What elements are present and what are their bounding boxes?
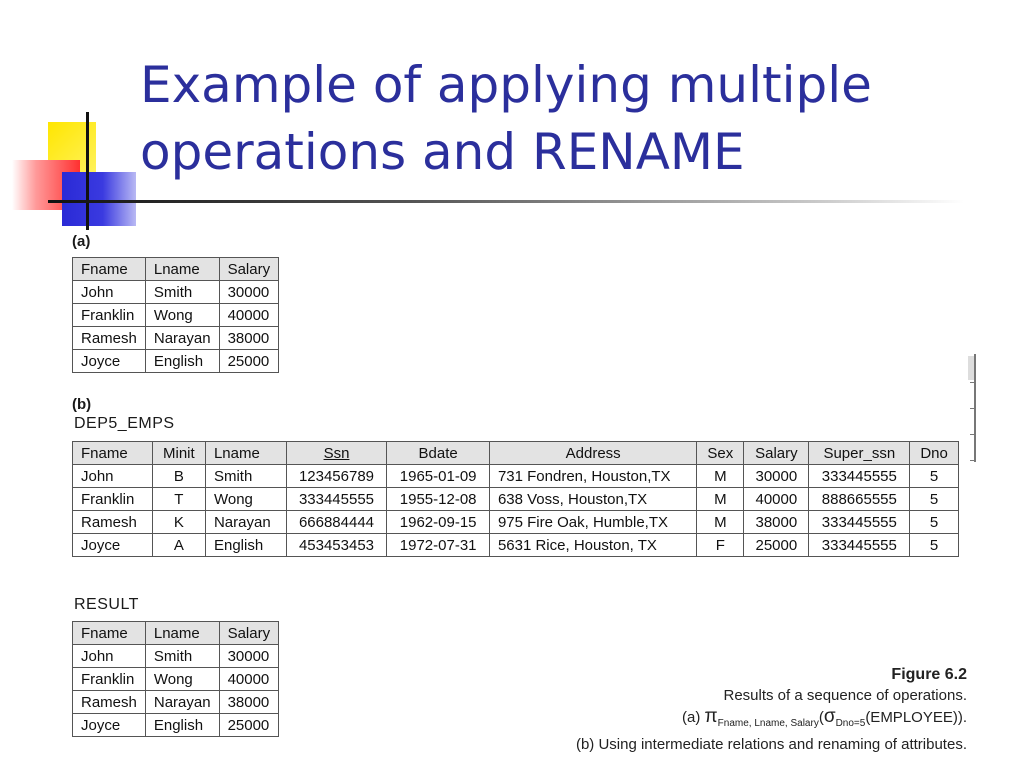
caption-expression-rest: (EMPLOYEE)). bbox=[865, 709, 967, 726]
table-cell: Smith bbox=[205, 465, 286, 488]
column-header: Fname bbox=[73, 622, 146, 645]
table-cell: 38000 bbox=[219, 691, 279, 714]
table-cell: 453453453 bbox=[286, 534, 387, 557]
table-cell: 30000 bbox=[219, 281, 279, 304]
open-paren: ( bbox=[818, 709, 824, 726]
table-dep5-emps bbox=[72, 441, 959, 557]
figure-edge-marks bbox=[966, 354, 978, 462]
table-cell: Smith bbox=[145, 281, 219, 304]
table-row bbox=[73, 327, 279, 350]
figure-caption bbox=[576, 664, 967, 755]
slide-title-line-1: Example of applying multiple bbox=[140, 56, 872, 114]
table-cell: M bbox=[697, 488, 744, 511]
table-cell: 5 bbox=[910, 465, 959, 488]
table-row bbox=[73, 714, 279, 737]
table-cell: 38000 bbox=[219, 327, 279, 350]
pi-subscript: Fname, Lname, Salary bbox=[717, 718, 819, 729]
table-row bbox=[73, 281, 279, 304]
table-cell: Joyce bbox=[73, 350, 146, 373]
table-cell: 25000 bbox=[744, 534, 809, 557]
figure-number: Figure 6.2 bbox=[891, 666, 967, 683]
table-row bbox=[73, 304, 279, 327]
table-cell: John bbox=[73, 645, 146, 668]
table-cell: Narayan bbox=[205, 511, 286, 534]
table-cell: M bbox=[697, 511, 744, 534]
table-row bbox=[73, 645, 279, 668]
pi-symbol: π bbox=[704, 706, 718, 727]
column-header: Address bbox=[489, 442, 696, 465]
table-cell: Wong bbox=[205, 488, 286, 511]
table-cell: Wong bbox=[145, 668, 219, 691]
table-cell: 30000 bbox=[219, 645, 279, 668]
table-cell: 123456789 bbox=[286, 465, 387, 488]
table-cell: 1962-09-15 bbox=[387, 511, 490, 534]
caption-line-2 bbox=[576, 706, 967, 734]
table-cell: 975 Fire Oak, Humble,TX bbox=[489, 511, 696, 534]
table-cell: Ramesh bbox=[73, 327, 146, 350]
part-b-label: (b) bbox=[72, 396, 92, 413]
sigma-subscript: Dno=5 bbox=[835, 718, 866, 729]
table-cell: K bbox=[152, 511, 205, 534]
column-header: Salary bbox=[219, 258, 279, 281]
column-header: Super_ssn bbox=[809, 442, 910, 465]
table-cell: 333445555 bbox=[809, 465, 910, 488]
table-row bbox=[73, 488, 959, 511]
table-cell: T bbox=[152, 488, 205, 511]
table-cell: F bbox=[697, 534, 744, 557]
table-header-row bbox=[73, 622, 279, 645]
column-header: Salary bbox=[219, 622, 279, 645]
table-cell: John bbox=[73, 281, 146, 304]
table-cell: 333445555 bbox=[286, 488, 387, 511]
table-cell: 25000 bbox=[219, 714, 279, 737]
column-header: Sex bbox=[697, 442, 744, 465]
table-cell: A bbox=[152, 534, 205, 557]
table-header-row bbox=[73, 442, 959, 465]
table-cell: Ramesh bbox=[73, 691, 146, 714]
slide-title bbox=[140, 52, 1000, 186]
table-row bbox=[73, 350, 279, 373]
sigma-symbol: σ bbox=[823, 706, 836, 727]
table-cell: Franklin bbox=[73, 668, 146, 691]
decor-blue-square bbox=[62, 172, 136, 226]
column-header-key: Ssn bbox=[286, 442, 387, 465]
column-header: Fname bbox=[73, 442, 153, 465]
table-row bbox=[73, 691, 279, 714]
table-result bbox=[72, 621, 279, 737]
table-cell: Narayan bbox=[145, 691, 219, 714]
table-cell: English bbox=[145, 714, 219, 737]
table-cell: 30000 bbox=[744, 465, 809, 488]
table-cell: 1955-12-08 bbox=[387, 488, 490, 511]
table-cell: Wong bbox=[145, 304, 219, 327]
table-row bbox=[73, 511, 959, 534]
table-cell: John bbox=[73, 465, 153, 488]
table-cell: 5 bbox=[910, 488, 959, 511]
column-header: Salary bbox=[744, 442, 809, 465]
table-cell: 333445555 bbox=[809, 534, 910, 557]
column-header: Dno bbox=[910, 442, 959, 465]
table-part-a bbox=[72, 257, 279, 373]
table-cell: 5631 Rice, Houston, TX bbox=[489, 534, 696, 557]
table-cell: Smith bbox=[145, 645, 219, 668]
table-cell: 40000 bbox=[219, 668, 279, 691]
table-cell: 731 Fondren, Houston,TX bbox=[489, 465, 696, 488]
relation-name-result: RESULT bbox=[74, 596, 139, 613]
table-cell: 5 bbox=[910, 511, 959, 534]
table-cell: Franklin bbox=[73, 488, 153, 511]
table-row bbox=[73, 668, 279, 691]
slide-title-line-2: operations and RENAME bbox=[140, 123, 745, 181]
table-cell: Franklin bbox=[73, 304, 146, 327]
column-header: Bdate bbox=[387, 442, 490, 465]
table-cell: 5 bbox=[910, 534, 959, 557]
table-cell: 638 Voss, Houston,TX bbox=[489, 488, 696, 511]
column-header: Lname bbox=[205, 442, 286, 465]
table-cell: 40000 bbox=[744, 488, 809, 511]
relation-name-dep5-emps: DEP5_EMPS bbox=[74, 415, 175, 432]
table-cell: M bbox=[697, 465, 744, 488]
table-cell: 38000 bbox=[744, 511, 809, 534]
table-row bbox=[73, 465, 959, 488]
column-header: Fname bbox=[73, 258, 146, 281]
column-header: Lname bbox=[145, 258, 219, 281]
table-row bbox=[73, 534, 959, 557]
decor-vertical-line bbox=[86, 112, 89, 230]
column-header: Minit bbox=[152, 442, 205, 465]
table-cell: 888665555 bbox=[809, 488, 910, 511]
column-header: Lname bbox=[145, 622, 219, 645]
caption-line-1: Results of a sequence of operations. bbox=[723, 687, 967, 704]
table-cell: English bbox=[205, 534, 286, 557]
table-cell: Ramesh bbox=[73, 511, 153, 534]
table-cell: Narayan bbox=[145, 327, 219, 350]
table-cell: Joyce bbox=[73, 534, 153, 557]
table-cell: B bbox=[152, 465, 205, 488]
caption-prefix-a: (a) bbox=[682, 709, 705, 726]
table-cell: 1972-07-31 bbox=[387, 534, 490, 557]
table-cell: 40000 bbox=[219, 304, 279, 327]
table-cell: English bbox=[145, 350, 219, 373]
table-cell: 333445555 bbox=[809, 511, 910, 534]
table-cell: 1965-01-09 bbox=[387, 465, 490, 488]
part-a-label: (a) bbox=[72, 233, 91, 250]
caption-line-3: (b) Using intermediate relations and renaming of attributes. bbox=[575, 736, 967, 753]
title-underline bbox=[48, 200, 964, 203]
table-cell: 25000 bbox=[219, 350, 279, 373]
table-header-row bbox=[73, 258, 279, 281]
table-cell: Joyce bbox=[73, 714, 146, 737]
table-cell: 666884444 bbox=[286, 511, 387, 534]
